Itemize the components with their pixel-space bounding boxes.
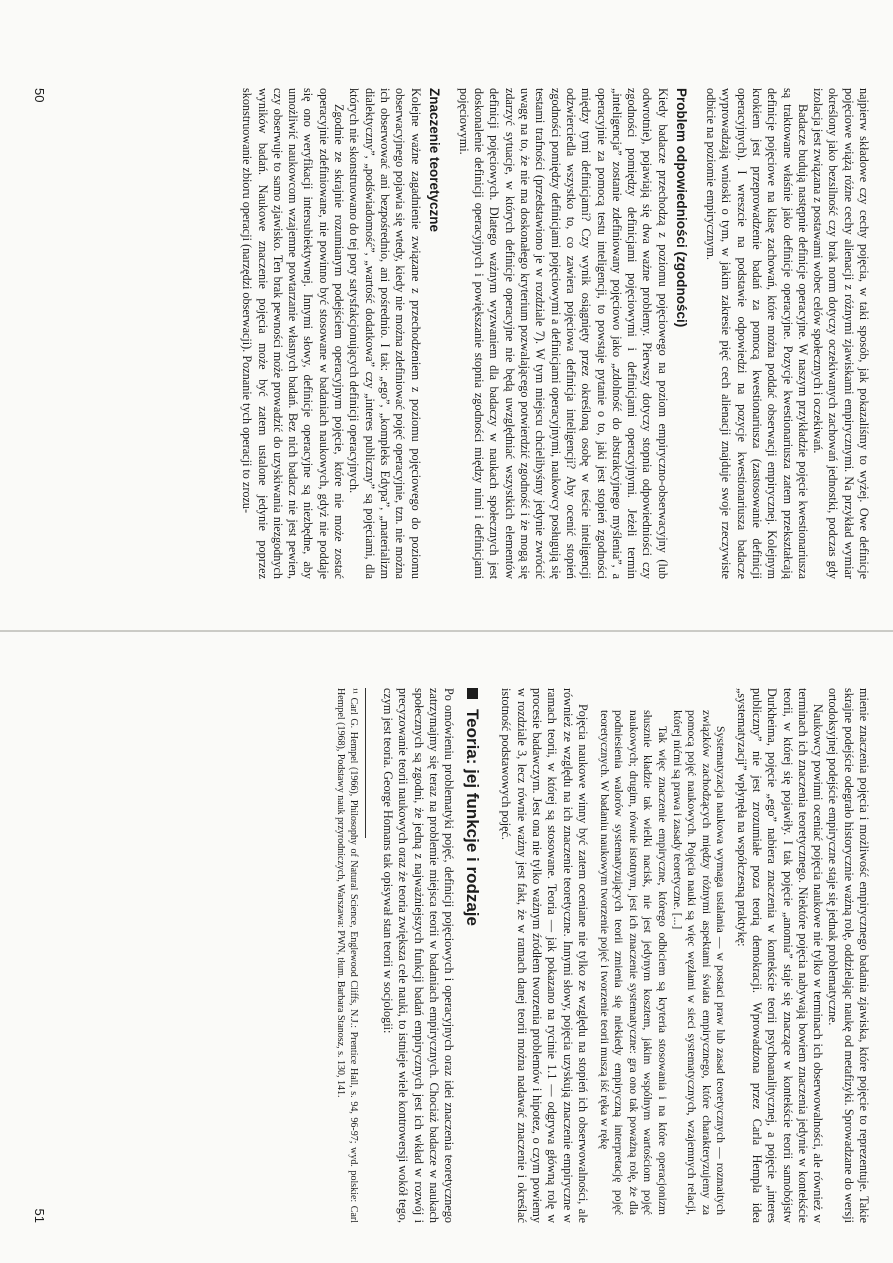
- hempel-quote: [596, 710, 727, 1215]
- odpowiedniosc-paragraph: Kiedy badacze przechodzą z poziomu pojęciowego na poziom empiryczno-obserwacyjny (lub odwrotnie), pojawiają się dwa ważne problemy. Pierwszy dotyczy stopnia odpowiedniości czy zgodności pomiędzy definicjami pojęciowymi i definicjami operacyjnymi. Jeżeli termin „inteligencja” zostanie zdefiniowany pojęciowo jako „zdolność do abstrakcyjnego myślenia”, a operacyjnie za pomocą testu inteligencji, to powstaje pytanie o to, jaki jest stopień zgodności między tymi definicjami? Czy wynik osiągnięty przez określoną osobę w teście inteligencji odzwierciedla wszystko to, co zawiera pojęciowa definicja inteligencji? Aby ocenić stopień zgodności pomiędzy definicjami pojęciowymi a definicjami operacyjnymi, naukowcy posługują się testami trafności (przedstawiono je w rozdziale 7). W tym miejscu chcielibyśmy jedynie zwrócić uwagę na to, że nie ma doskonałego kryterium pozwalającego potwierdzić zgodność i że mogą się zdarzyć sytuacje, w których definicje operacyjne nie będą uwzględniać wszystkich elementów definicji pojęciowych. Dlatego ważnym wyzwaniem dla badaczy w naukach społecznych jest doskonalenie definicji operacyjnych i powiększanie stopnia zgodności między nimi i definicjami pojęciowymi.: [456, 88, 670, 579]
- right-paragraph-1: mienie znaczenia pojęcia i możliwość empirycznego badania zjawiska, które pojęcie to reprezentuje. Takie skrajne podejście odegrało historycznie ważną rolę, oddzielając naukę od metafizyki. Sprowadzane do wersji ortodoksyjnej podejście empiryczne staje się jednak problematyczne.: [826, 688, 871, 1223]
- section-heading-odpowiedniosc: Problem odpowiedniości (zgodności): [673, 88, 689, 328]
- znaczenie-paragraph-2: Zgodnie ze skrajnie rozumianym podejściem operacyjnym pojęcie, które nie może zostać operacyjnie zdefiniowane, nie powinno być stosowane w badaniach naukowych, gdyż nie poddaje się ono weryfikacji intersubiektywnej. Innymi słowy, definicje operacyjne są niezbędne, aby umożliwić naukowcom wzajemne powtarzanie własnych badań. Bez nich badacz nie jest pewien, czy obserwuje to samo zjawisko. Ten brak pewności może prowadzić do uzyskiwania niezgodnych wyników badań. Naukowe znaczenie pojęcia może być zatem ustalone jedynie poprzez skonstruowanie zbioru operacji (narzędzi obserwacji). Poznanie tych operacji to zrozu-: [240, 88, 347, 579]
- quote-paragraph-1: Systematyzacja naukowa wymaga ustalania — w postaci praw lub zasad teoretycznych — rozmaitych związków zachodzących między różnymi aspektami świata empirycznego, które charakteryzujemy za pomocą pojęć naukowych. Pojęcia nauki są więc węzłami w sieci systematycznych, wzajemnych relacji, której nićmi są prawa i zasady teoretyczne. [...]: [670, 710, 728, 1215]
- page-number-right: 51: [32, 1208, 47, 1223]
- footnote-rule: [365, 688, 366, 838]
- section-heading-teoria-text: Teoria: jej funkcje i rodzaje: [463, 709, 483, 926]
- right-paragraph-3: Pojęcia naukowe winny być zatem oceniane nie tylko ze względu na stopień ich obserwowalności, ale również ze względu na ich znaczenie teoretyczne. Innymi słowy, pojęcia uzyskują znaczenie empiryczne w ramach teorii, w której są stosowane. Teoria — jak pokazano na rycinie 1.1 — odgrywa główną rolę w procesie badawczym. Jest ona nie tylko ważnym źródłem tworzenia problemów i hipotez, o czym powiemy w rozdziale 3, lecz równie ważny jest fakt, że w ramach danej teorii można nadawać znaczenie i określać istotność podstawowych pojęć.: [499, 688, 590, 1223]
- right-paragraph-2: Naukowcy powinni oceniać pojęcia naukowe nie tylko w terminach ich obserwowalności, ale również w terminach ich znaczenia teoretycznego. Niektóre pojęcia nabywają bowiem znaczenia jedynie w kontekście teorii, w której się pojawiły. I tak pojęcie „anomia” staje się znaczące w kontekście teorii samobójstw Durkheima, pojęcie „ego” nabiera znaczenia w kontekście teorii psychoanalitycznej, a pojęcie „interes publiczny” nie jest zrozumiałe poza teorią demokracji. Wprowadzona przez Carla Hempla idea „systematyzacji” wpłynęła na współczesną praktykę:: [734, 688, 826, 1223]
- quote-paragraph-2: Tak więc znaczenie empiryczne, którego odbiciem są kryteria stosowania i na które operacjonizm słusznie kładzie tak wielki nacisk, nie jest jedynym kosztem, jakim wspólnym wartościom pojęć naukowych; drugim, równie istotnym, jest ich znaczenie systematyczne: gra ono tak poważną rolę, że dla podniesienia walorów systematyzujących teorii zmienia się niekiedy empiryczną interpretację pojęć teoretycznych. W badaniu naukowym tworzenie pojęć i tworzenie teorii muszą iść ręka w rękę: [597, 710, 669, 1215]
- page-number-left: 50: [32, 88, 47, 103]
- right-page: [0, 632, 893, 1263]
- intro-paragraph-2: Badacze budują następnie definicje operacyjne. W naszym przykładzie pojęcie kwestionariusza są traktowane właśnie jako definicje operacyjne. Pozycje kwestionariusza zatem przekształcają definicje pojęciowe na klasę zachowań, które można poddać obserwacji empirycznej. Kolejnym krokiem jest przeprowadzenie badań za pomocą kwestionariusza (zastosowanie definicji operacyjnych). I wreszcie na podstawie odpowiedzi na pozycje kwestionariusza badacze wyprowadzają wnioski o tym, w jakim zakresie pięć cech alienacji znajduje swoje rzeczywiste odbicie na poziomie empirycznym.: [704, 88, 810, 579]
- teoria-paragraph: Po omówieniu problematyki pojęć, definicji pojęciowych i operacyjnych oraz idei znaczenia teoretycznego zatrzymajmy się teraz na problemie miejsca teorii w badaniach empirycznych. Chociaż badacze w naukach społecznych są zgodni, że jedną z najważniejszych funkcji badań empirycznych jest ich wkład w rozwój i precyzowanie teorii naukowych oraz że teoria zwiększa cele nauki, to istnieje wiele kontrowersji wokół tego, czym jest teoria. George Homans tak opisywał stan teorii w socjologii:: [381, 688, 457, 1223]
- left-page: [0, 0, 893, 631]
- section-heading-teoria: [462, 688, 482, 1223]
- footnote: ¹¹ Carl G. Hempel (1966), Philosophy of Natural Science, Englewood Cliffs, N.J.: Prentice Hall, s. 94, 96-97; wyd. polskie: Carl Hempel (1968), Podstawy nauk przyrodniczych, Warszawa: PWN, tłum. Barbara Stanosz, s. 130, 141.: [334, 688, 359, 1223]
- intro-paragraph-1: najpierw składowe czy cechy pojęcia, w taki sposób, jak pokazaliśmy to wyżej. Owe definicje pojęciowe wiążą różne cechy alienacji z różnymi zjawiskami empirycznymi. Na przykład wymiar określony jako bezsilność czy brak norm dotyczy oczekiwanych zachowań jednostki, podczas gdy izolacja jest związana z postawami wobec celów społecznych i oczekiwań.: [811, 88, 871, 579]
- znaczenie-paragraph-1: Kolejne ważne zagadnienie związane z przechodzeniem z poziomu pojęciowego do poziomu obserwacyjnego pojawia się wtedy, kiedy nie można zdefiniować pojęć operacyjnie, tzn. nie można ich obserwować ani bezpośrednio, ani pośrednio. I tak: „ego”, „kompleks Edypa”, „materializm dialektyczny”, „podświadomość”, „wartość dodatkowa” czy „interes publiczny” są pojęciami, dla których nie skonstruowano do tej pory satysfakcjonujących definicji operacyjnych.: [347, 88, 423, 579]
- section-square-icon: [467, 688, 478, 699]
- section-heading-znaczenie: Znaczenie teoretyczne: [426, 88, 442, 233]
